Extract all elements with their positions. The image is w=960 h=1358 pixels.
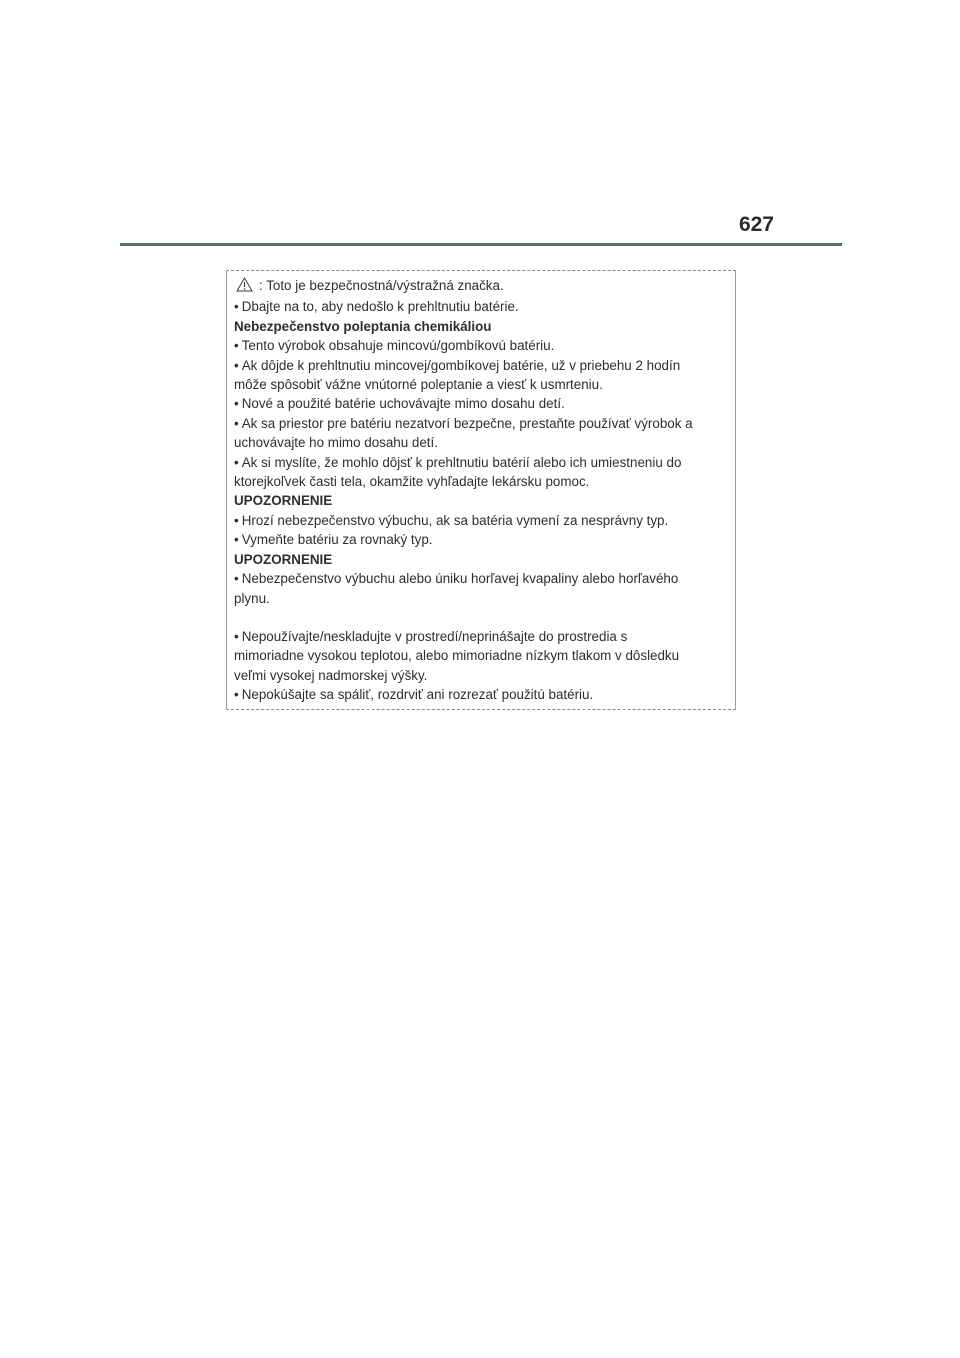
- bullet-marker: •: [234, 512, 239, 528]
- notice-lines: [234, 297, 730, 704]
- bullet-text: Vymeňte batériu za rovnaký typ.: [241, 532, 433, 548]
- notice-bullet-item: [234, 297, 730, 316]
- header-rule: [120, 243, 842, 246]
- bullet-marker: •: [234, 628, 239, 644]
- notice-continuation-line: ktorejkoľvek časti tela, okamžite vyhľadajte lekársku pomoc.: [234, 474, 590, 490]
- bullet-text: Nebezpečenstvo výbuchu alebo úniku horľavej kvapaliny alebo horľavého: [241, 571, 679, 587]
- bullet-marker: •: [234, 454, 239, 470]
- notice-continuation-line: veľmi vysokej nadmorskej výšky.: [234, 667, 428, 683]
- notice-continuation-line: môže spôsobiť vážne vnútorné poleptanie a viesť k usmrteniu.: [234, 377, 603, 393]
- bullet-text: Nové a použité batérie uchovávajte mimo dosahu detí.: [241, 396, 565, 412]
- bullet-marker: •: [234, 571, 239, 587]
- bullet-text: Ak dôjde k prehltnutiu mincovej/gombíkovej batérie, už v priebehu 2 hodín: [241, 357, 681, 373]
- notice-bullet-item: [234, 356, 730, 375]
- bullet-text: Ak sa priestor pre batériu nezatvorí bezpečne, prestaňte používať výrobok a: [241, 415, 693, 431]
- bullet-text: Dbajte na to, aby nedošlo k prehltnutiu batérie.: [241, 299, 519, 315]
- bullet-text: Ak si myslíte, že mohlo dôjsť k prehltnutiu batérií alebo ich umiestneniu do: [241, 454, 682, 470]
- warning-notice-text: [234, 276, 730, 705]
- notice-heading: UPOZORNENIE: [234, 551, 333, 567]
- notice-heading: Nebezpečenstvo poleptania chemikáliou: [234, 318, 492, 334]
- notice-bullet-item: [234, 394, 730, 413]
- bullet-text: Nepoužívajte/neskladujte v prostredí/neprinášajte do prostredia s: [241, 628, 628, 644]
- bullet-marker: •: [234, 532, 239, 548]
- notice-continuation-line: mimoriadne vysokou teplotou, alebo mimoriadne nízkym tlakom v dôsledku: [234, 648, 680, 664]
- bullet-marker: •: [234, 687, 239, 703]
- bullet-text: Nepokúšajte sa spáliť, rozdrviť ani rozrezať použitú batériu.: [241, 687, 594, 703]
- notice-bullet-item: [234, 569, 730, 588]
- warning-triangle-icon: [236, 277, 253, 297]
- bullet-marker: •: [234, 415, 239, 431]
- notice-continuation-line: plynu.: [234, 590, 270, 606]
- symbol-explanation-text: : Toto je bezpečnostná/výstražná značka.: [259, 278, 504, 293]
- symbol-explanation-line: [234, 276, 730, 297]
- bullet-marker: •: [234, 396, 239, 412]
- blank-line: [234, 608, 730, 627]
- bullet-marker: •: [234, 357, 239, 373]
- notice-heading: UPOZORNENIE: [234, 493, 333, 509]
- notice-bullet-item: [234, 685, 730, 704]
- notice-bullet-item: [234, 414, 730, 433]
- bullet-text: Tento výrobok obsahuje mincovú/gombíkovú batériu.: [241, 338, 555, 354]
- bullet-marker: •: [234, 299, 239, 315]
- notice-bullet-item: [234, 453, 730, 472]
- notice-bullet-item: [234, 530, 730, 549]
- notice-continuation-line: uchovávajte ho mimo dosahu detí.: [234, 435, 438, 451]
- notice-bullet-item: [234, 511, 730, 530]
- bullet-text: Hrozí nebezpečenstvo výbuchu, ak sa batéria vymení za nesprávny typ.: [241, 512, 669, 528]
- notice-bullet-item: [234, 336, 730, 355]
- bullet-marker: •: [234, 338, 239, 354]
- notice-bullet-item: [234, 627, 730, 646]
- page-number: 627: [738, 213, 774, 236]
